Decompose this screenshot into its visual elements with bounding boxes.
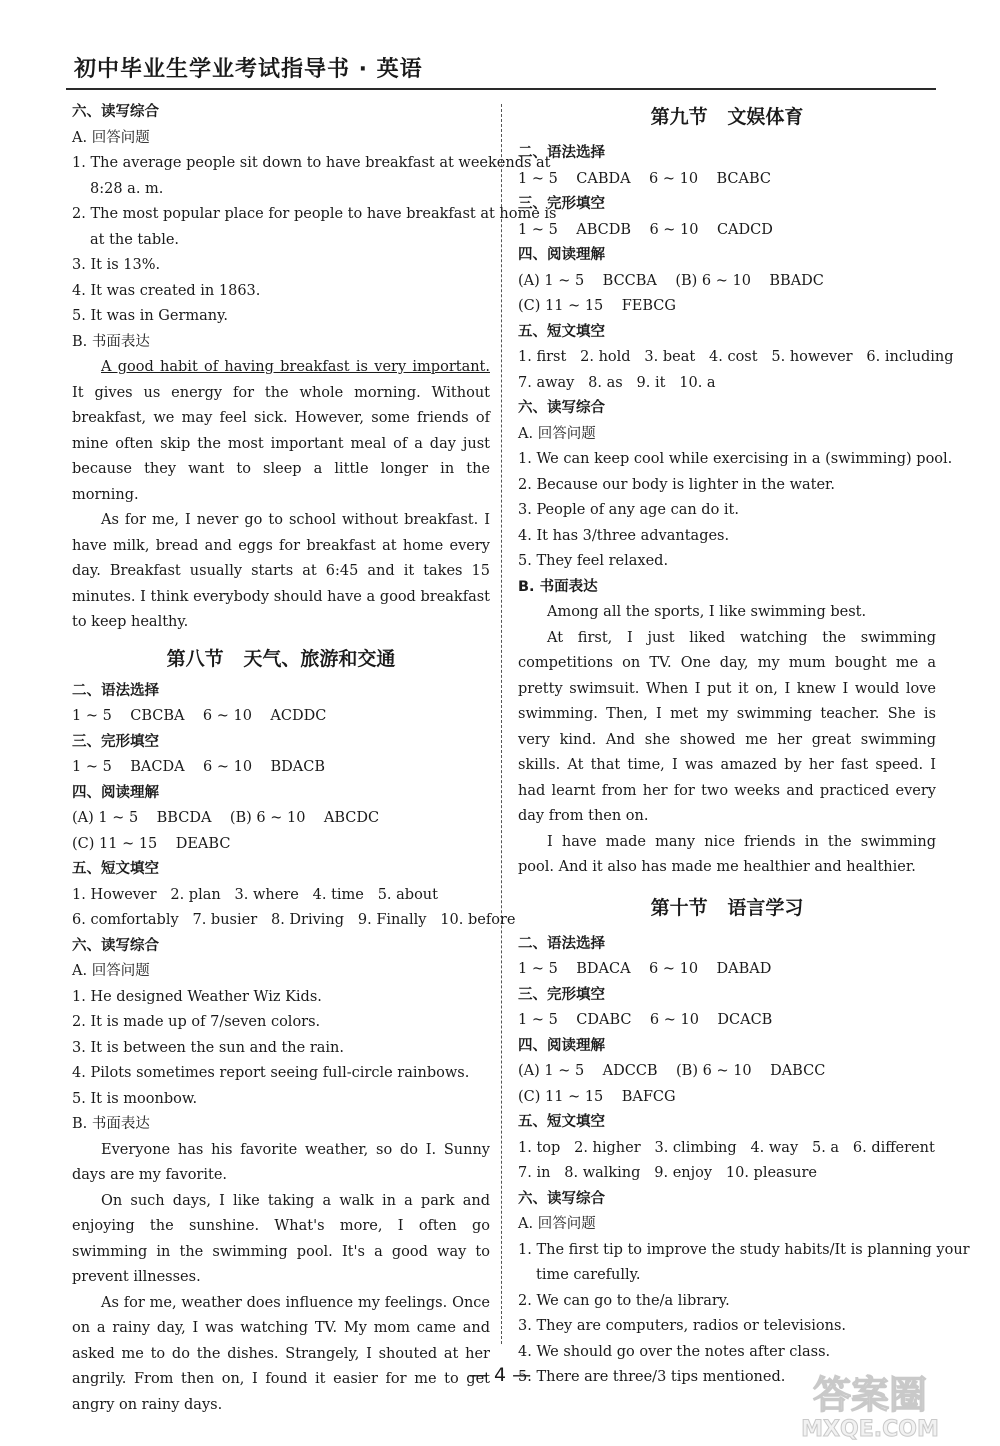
- answer-line: 5. It was in Germany.: [72, 308, 229, 324]
- section-heading-read-write: 六、读写综合: [518, 1190, 605, 1207]
- answer-line: 1. The first tip to improve the study habits/It is planning your: [518, 1241, 970, 1258]
- watermark-top-text: 答案圈: [812, 1373, 928, 1417]
- section-heading-read-write: 六、读写综合: [518, 400, 605, 416]
- answer-line: 3. They are computers, radios or televisions.: [518, 1318, 847, 1334]
- answer-line: (C) 11 ~ 15 DEABC: [72, 835, 231, 852]
- subheading-writing: B. 书面表达: [72, 333, 150, 350]
- watermark-logo: [752, 1368, 988, 1440]
- answer-line: 1 ~ 5 BACDA 6 ~ 10 BDACB: [72, 759, 325, 775]
- answer-line: 4. It has 3/three advantages.: [518, 527, 730, 544]
- section-title-10: 第十节 语言学习: [650, 896, 804, 919]
- answer-line: 5. There are three/3 tips mentioned.: [518, 1369, 786, 1385]
- answer-line: 2. Because our body is lighter in the water.: [518, 476, 836, 493]
- left-column: [72, 100, 557, 1418]
- section-heading-cloze: 三、完形填空: [518, 196, 605, 212]
- essay-text: It gives us energy for the whole morning. Without breakfast, we may feel sick. However, some friends of mine often skip the most important meal of a day just because they want to sleep a little longer in the morning.: [72, 384, 490, 503]
- section-heading-reading: 四、阅读理解: [518, 1037, 605, 1054]
- watermark-bottom-text: MXQE.COM: [801, 1417, 939, 1440]
- answer-line: (A) 1 ~ 5 BCCBA (B) 6 ~ 10 BBADC: [518, 272, 824, 289]
- essay-paragraph: [72, 355, 490, 508]
- section-heading-fill: 五、短文填空: [518, 323, 605, 340]
- answer-line: 1. However 2. plan 3. where 4. time 5. about: [72, 886, 438, 903]
- answer-line: time carefully.: [536, 1267, 641, 1283]
- essay-paragraph: Everyone has his favorite weather, so do I. Sunny days are my favorite.: [72, 1141, 490, 1183]
- subheading-answer-questions: A. 回答问题: [72, 963, 150, 979]
- section-heading-reading: 四、阅读理解: [518, 247, 605, 263]
- answer-line: (C) 11 ~ 15 FEBCG: [518, 298, 676, 314]
- essay-paragraph: At first, I just liked watching the swimming competitions on TV. One day, my mum bought me a pretty swimsuit. When I put it on, I knew I would love swimming. Then, I met my swimming teacher. She is very kind. And she showed me her great swimming skills. At that time, I was amazed by her fast speed. I had learnt from her for two weeks and practiced every day from then on.: [518, 629, 936, 824]
- subheading-writing: B. 书面表达: [518, 578, 598, 595]
- section-title-8: 第八节 天气、旅游和交通: [166, 647, 396, 670]
- section-heading-read-write: 六、读写综合: [72, 937, 159, 954]
- answer-line: 4. It was created in 1863.: [72, 282, 261, 299]
- answer-line: 3. It is between the sun and the rain.: [72, 1039, 344, 1056]
- section-heading-cloze: 三、完形填空: [518, 986, 605, 1003]
- section-title-9: 第九节 文娱体育: [650, 106, 804, 128]
- right-column: [518, 100, 970, 1391]
- essay-paragraph: I have made many nice friends in the swimming pool. And it also has made me healthier and healthier.: [518, 833, 936, 875]
- answer-line: 7. away 8. as 9. it 10. a: [518, 374, 716, 391]
- answer-line: (C) 11 ~ 15 BAFCG: [518, 1088, 676, 1105]
- section-heading-grammar: 二、语法选择: [518, 935, 605, 952]
- answer-line: 1 ~ 5 CBCBA 6 ~ 10 ACDDC: [72, 708, 327, 724]
- subheading-answer-questions: A. 回答问题: [72, 129, 150, 146]
- answer-line: 1. We can keep cool while exercising in a (swimming) pool.: [518, 451, 953, 467]
- underlined-topic-sentence: A good habit of having breakfast is very important.: [101, 359, 490, 375]
- header-divider: [66, 88, 936, 90]
- answer-line: 4. We should go over the notes after class.: [518, 1343, 831, 1360]
- essay-paragraph: As for me, I never go to school without breakfast. I have milk, bread and eggs for breakfast at home every day. Breakfast usually starts at 6:45 and it takes 15 minutes. I think everybody should have a good breakfast to keep healthy.: [72, 512, 490, 630]
- subheading-answer-questions: A. 回答问题: [518, 1216, 596, 1232]
- answer-line: 1. The average people sit down to have breakfast at weekends at: [72, 155, 551, 171]
- section-heading-fill: 五、短文填空: [518, 1114, 605, 1130]
- answer-line: 3. It is 13%.: [72, 257, 161, 273]
- subheading-writing: B. 书面表达: [72, 1116, 150, 1132]
- answer-line: 5. It is moonbow.: [72, 1090, 198, 1107]
- answer-line: 6. comfortably 7. busier 8. Driving 9. Finally 10. before: [72, 912, 516, 928]
- essay-paragraph: As for me, weather does influence my feelings. Once on a rainy day, I was watching TV. My mom came and asked me to do the dishes. Strangely, I shouted at her angrily. From then on, I found it easier for me to get angry on rainy days.: [72, 1294, 490, 1413]
- answer-line: (A) 1 ~ 5 BBCDA (B) 6 ~ 10 ABCDC: [72, 810, 380, 826]
- answer-line: 7. in 8. walking 9. enjoy 10. pleasure: [518, 1165, 817, 1181]
- section-heading-reading: 四、阅读理解: [72, 784, 159, 801]
- answer-line: 2. It is made up of 7/seven colors.: [72, 1014, 321, 1030]
- section-heading-read-write: 六、读写综合: [72, 104, 159, 120]
- answer-line: 4. Pilots sometimes report seeing full-circle rainbows.: [72, 1065, 470, 1081]
- answer-line: 5. They feel relaxed.: [518, 553, 669, 569]
- answer-line: 2. The most popular place for people to have breakfast at home is: [72, 206, 557, 222]
- answer-line: 1. He designed Weather Wiz Kids.: [72, 988, 322, 1005]
- answer-line: at the table.: [90, 231, 180, 248]
- answer-line: (A) 1 ~ 5 ADCCB (B) 6 ~ 10 DABCC: [518, 1063, 826, 1079]
- section-heading-grammar: 二、语法选择: [72, 682, 159, 699]
- subheading-answer-questions: A. 回答问题: [518, 425, 596, 442]
- answer-line: 1. first 2. hold 3. beat 4. cost 5. however 6. including: [518, 349, 954, 365]
- section-heading-fill: 五、短文填空: [72, 861, 159, 877]
- answer-line: 3. People of any age can do it.: [518, 502, 739, 518]
- section-heading-grammar: 二、语法选择: [518, 145, 605, 161]
- answer-line: 2. We can go to the/a library.: [518, 1292, 730, 1309]
- essay-paragraph: Among all the sports, I like swimming best.: [547, 604, 867, 620]
- book-title: 初中毕业生学业考试指导书 · 英语: [74, 57, 423, 82]
- answer-line: 1 ~ 5 CABDA 6 ~ 10 BCABC: [518, 170, 771, 187]
- answer-line: 8:28 a. m.: [90, 180, 164, 197]
- answer-line: 1 ~ 5 BDACA 6 ~ 10 DABAD: [518, 961, 772, 977]
- page-number: — 4 —: [468, 1364, 532, 1386]
- essay-paragraph: On such days, I like taking a walk in a park and enjoying the sunshine. What's more, I often go swimming in the swimming pool. It's a good way to prevent illnesses.: [72, 1192, 490, 1285]
- answer-line: 1 ~ 5 ABCDB 6 ~ 10 CADCD: [518, 221, 773, 238]
- answer-line: 1. top 2. higher 3. climbing 4. way 5. a 6. different: [518, 1139, 935, 1156]
- column-divider: [501, 104, 502, 1344]
- section-heading-cloze: 三、完形填空: [72, 733, 159, 750]
- answer-line: 1 ~ 5 CDABC 6 ~ 10 DCACB: [518, 1012, 773, 1028]
